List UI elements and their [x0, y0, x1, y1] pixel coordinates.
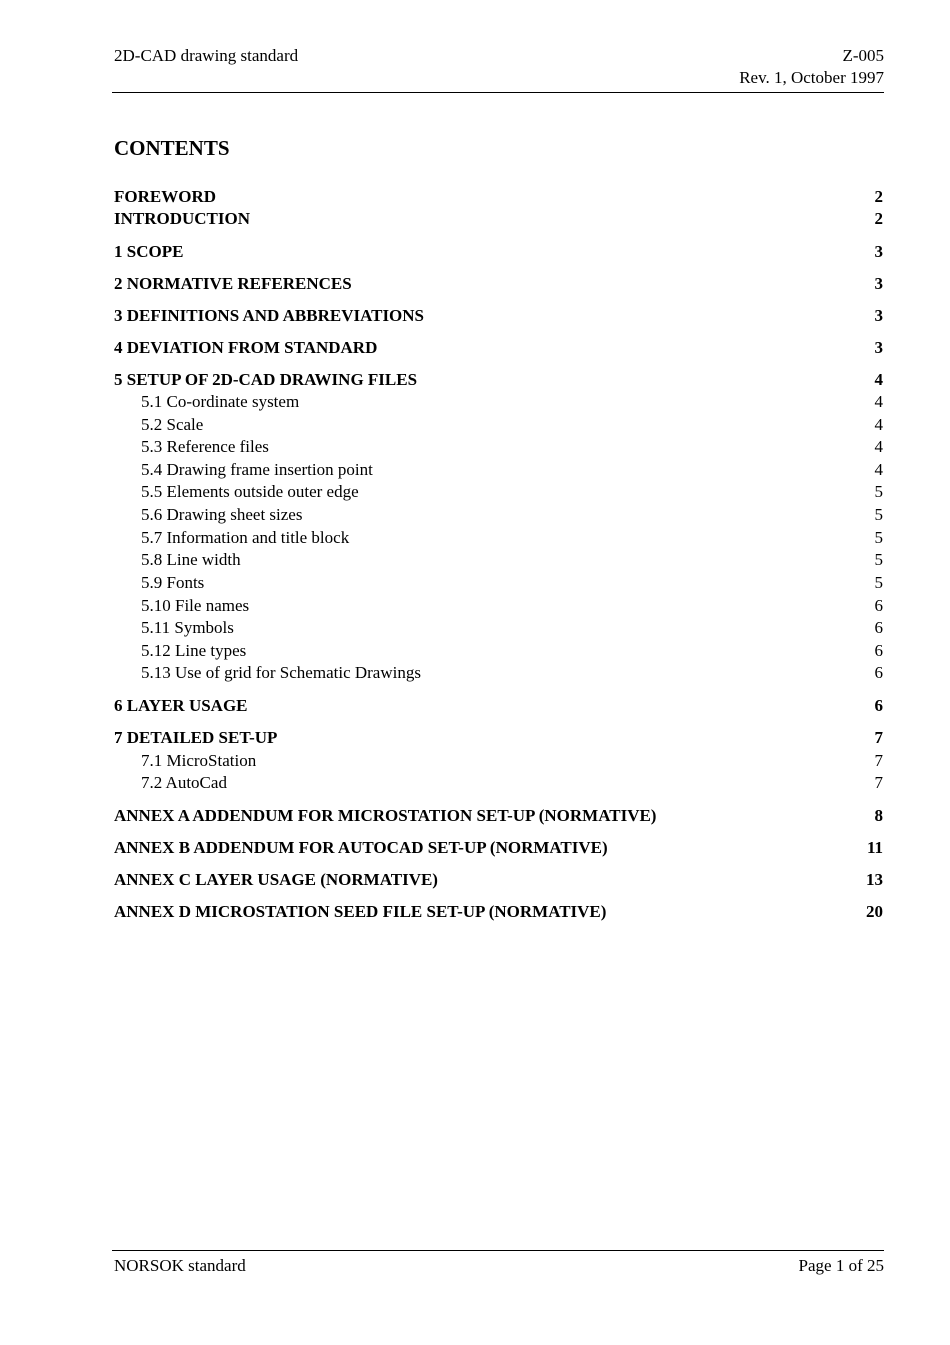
toc-entry-label: 5.1 Co-ordinate system — [141, 392, 300, 411]
page-header — [112, 46, 884, 93]
toc-entry-introduction[interactable] — [114, 208, 883, 230]
toc-entry-label: 5.11 Symbols — [141, 618, 234, 637]
toc-entry-page: 5 — [874, 550, 883, 569]
document-revision: Rev. 1, October 1997 — [739, 68, 884, 87]
toc-subentry[interactable] — [114, 414, 883, 436]
toc-subentry[interactable] — [114, 527, 883, 549]
toc-entry-foreword[interactable] — [114, 186, 883, 208]
toc-entry-page: 2 — [874, 187, 883, 206]
toc-entry-page: 4 — [874, 392, 883, 411]
toc-entry-page: 7 — [874, 728, 883, 747]
toc-subentry[interactable] — [114, 662, 883, 684]
toc-entry-page: 4 — [874, 437, 883, 456]
toc-entry-page: 6 — [874, 618, 883, 637]
page-footer — [112, 1250, 884, 1275]
toc-entry-page: 11 — [866, 838, 883, 857]
toc-entry-page: 8 — [874, 806, 883, 825]
toc-entry-page: 3 — [874, 242, 883, 261]
toc-entry-label: 2 NORMATIVE REFERENCES — [114, 274, 352, 293]
toc-entry-label: ANNEX A ADDENDUM FOR MICROSTATION SET-UP (NORMATIVE) — [114, 806, 657, 825]
toc-entry-definitions[interactable] — [114, 305, 883, 327]
toc-subentry[interactable] — [114, 391, 883, 413]
toc-entry-page: 7 — [874, 773, 883, 792]
toc-entry-page: 3 — [874, 338, 883, 357]
toc-entry-setup-2d-cad[interactable] — [114, 369, 883, 391]
toc-entry-page: 4 — [874, 415, 883, 434]
toc-subentry[interactable] — [114, 481, 883, 503]
toc-subentry[interactable] — [114, 750, 883, 772]
toc-entry-scope[interactable] — [114, 241, 883, 263]
toc-entry-annex-d[interactable] — [114, 901, 883, 923]
toc-entry-label: 5.13 Use of grid for Schematic Drawings — [141, 663, 421, 682]
toc-subentry[interactable] — [114, 772, 883, 794]
toc-entry-page: 5 — [874, 482, 883, 501]
document-id: Z-005 — [842, 46, 884, 65]
toc-entry-label: 5.2 Scale — [141, 415, 204, 434]
toc-entry-page: 5 — [874, 573, 883, 592]
toc-entry-label: 5 SETUP OF 2D-CAD DRAWING FILES — [114, 370, 418, 389]
toc-entry-page: 6 — [874, 663, 883, 682]
toc-subentry[interactable] — [114, 617, 883, 639]
toc-entry-page: 6 — [874, 641, 883, 660]
contents-heading: CONTENTS — [114, 136, 230, 160]
toc-entry-label: 5.4 Drawing frame insertion point — [141, 460, 373, 479]
toc-entry-page: 6 — [874, 596, 883, 615]
toc-entry-label: 7.1 MicroStation — [141, 751, 257, 770]
toc-entry-page: 5 — [874, 505, 883, 524]
toc-entry-label: 1 SCOPE — [114, 242, 184, 261]
toc-entry-page: 2 — [874, 209, 883, 228]
toc-entry-label: 5.3 Reference files — [141, 437, 269, 456]
toc-subentry[interactable] — [114, 640, 883, 662]
document-title: 2D-CAD drawing standard — [114, 46, 299, 65]
toc-entry-label: 5.6 Drawing sheet sizes — [141, 505, 303, 524]
toc-entry-annex-b[interactable] — [114, 837, 883, 859]
toc-entry-label: ANNEX D MICROSTATION SEED FILE SET-UP (NORMATIVE) — [114, 902, 607, 921]
toc-entry-page: 4 — [874, 370, 883, 389]
toc-subentry[interactable] — [114, 595, 883, 617]
toc-entry-page: 13 — [866, 870, 883, 889]
toc-entry-layer-usage[interactable] — [114, 695, 883, 717]
toc-entry-page: 3 — [874, 306, 883, 325]
toc-entry-deviation[interactable] — [114, 337, 883, 359]
toc-entry-label: 4 DEVIATION FROM STANDARD — [114, 338, 378, 357]
toc-entry-label: 5.8 Line width — [141, 550, 241, 569]
toc-subentry[interactable] — [114, 572, 883, 594]
toc-entry-annex-a[interactable] — [114, 805, 883, 827]
toc-entry-label: 5.12 Line types — [141, 641, 247, 660]
toc-entry-label: 7 DETAILED SET-UP — [114, 728, 278, 747]
footer-standard-name: NORSOK standard — [114, 1256, 246, 1275]
toc-entry-normative-references[interactable] — [114, 273, 883, 295]
toc-subentry[interactable] — [114, 459, 883, 481]
toc-entry-label: ANNEX C LAYER USAGE (NORMATIVE) — [114, 870, 438, 889]
toc-entry-label: 5.10 File names — [141, 596, 250, 615]
toc-entry-detailed-setup[interactable] — [114, 727, 883, 749]
toc-entry-annex-c[interactable] — [114, 869, 883, 891]
page-number: Page 1 of 25 — [798, 1256, 884, 1275]
toc-entry-label: 7.2 AutoCad — [141, 773, 227, 792]
toc-entry-label: 5.5 Elements outside outer edge — [141, 482, 359, 501]
toc-subentry[interactable] — [114, 436, 883, 458]
toc-entry-label: 5.9 Fonts — [141, 573, 205, 592]
toc-entry-page: 6 — [874, 696, 883, 715]
toc-entry-label: 5.7 Information and title block — [141, 528, 350, 547]
toc-entry-label: FOREWORD — [114, 187, 216, 206]
toc-entry-page: 20 — [866, 902, 883, 921]
toc-entry-page: 5 — [874, 528, 883, 547]
toc-entry-label: 6 LAYER USAGE — [114, 696, 248, 715]
toc-entry-page: 3 — [874, 274, 883, 293]
toc-entry-page: 4 — [874, 460, 883, 479]
toc-entry-label: 3 DEFINITIONS AND ABBREVIATIONS — [114, 306, 425, 325]
toc-subentry[interactable] — [114, 504, 883, 526]
toc-entry-label: INTRODUCTION — [114, 209, 251, 228]
toc-subentry[interactable] — [114, 549, 883, 571]
toc-entry-page: 7 — [874, 751, 883, 770]
toc-entry-label: ANNEX B ADDENDUM FOR AUTOCAD SET-UP (NORMATIVE) — [114, 838, 608, 857]
